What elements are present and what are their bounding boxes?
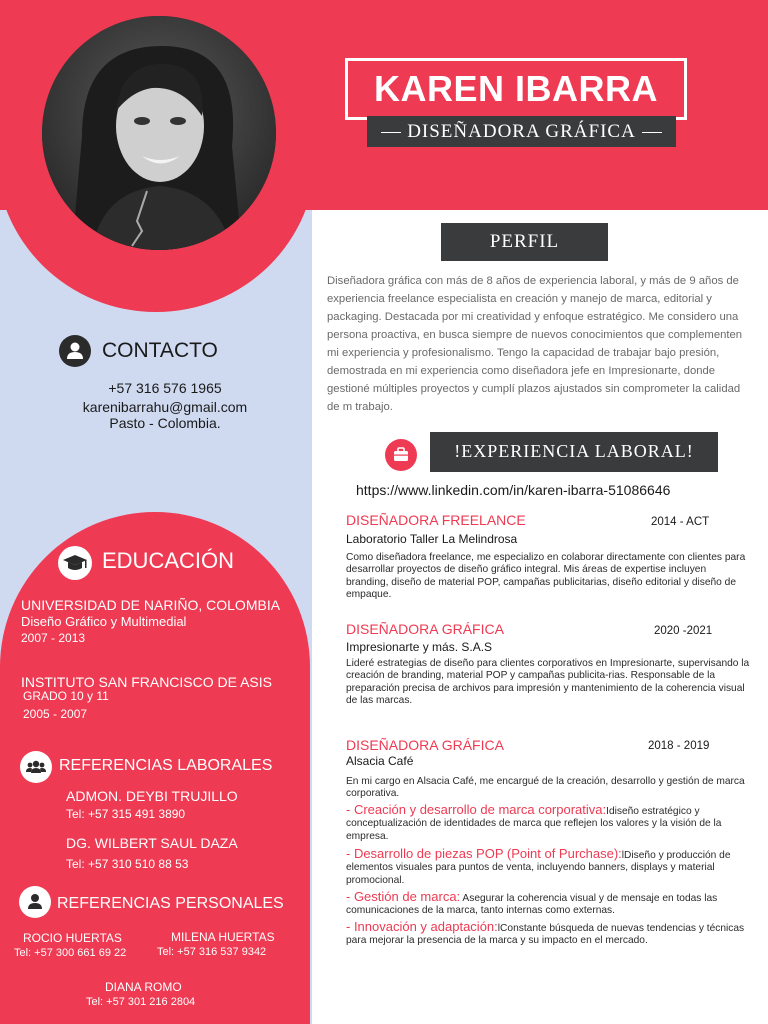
job-years: 2018 - 2019 <box>648 740 710 752</box>
job-company: Alsacia Café <box>346 754 414 768</box>
contact-location: Pasto - Colombia. <box>109 415 221 431</box>
candidate-name: KAREN IBARRA <box>374 68 658 109</box>
ref-personales-title: REFERENCIAS PERSONALES <box>57 895 284 912</box>
briefcase-icon <box>385 439 417 471</box>
bullet-label: - Desarrollo de piezas POP (Point of Purchase): <box>346 846 622 861</box>
experiencia-title: !EXPERIENCIA LABORAL! <box>454 441 694 461</box>
linkedin-link[interactable]: https://www.linkedin.com/in/karen-ibarra-51086646 <box>356 482 671 498</box>
ref-name: DIANA ROMO <box>105 980 182 994</box>
graduation-cap-icon <box>58 546 92 580</box>
dash-right <box>642 132 662 133</box>
ref-name: DG. WILBERT SAUL DAZA <box>66 835 238 851</box>
ref-phone: Tel: +57 316 537 9342 <box>157 946 267 958</box>
bullet-label: - Innovación y adaptación: <box>346 919 498 934</box>
ref-phone: Tel: +57 300 661 69 22 <box>14 947 127 959</box>
bullet-label: - Creación y desarrollo de marca corporativa: <box>346 802 607 817</box>
bullet-text: lDiseño y producción de elementos visuales para puntos de venta, incluyendo banners, displays y material promocional. <box>346 850 731 886</box>
job-title: DISEÑADORA GRÁFICA <box>346 737 504 753</box>
edu-program: GRADO 10 y 11 <box>23 689 109 703</box>
job-bullet <box>346 891 751 918</box>
bullet-text: Idiseño estratégico y conceptualización de identidades de marca que reflejen los valores y la visión de la empresa. <box>346 806 722 842</box>
person-icon <box>19 886 51 918</box>
dash-left <box>381 132 401 133</box>
ref-name: MILENA HUERTAS <box>171 930 275 944</box>
educacion-title: EDUCACIÓN <box>102 548 235 573</box>
bullet-text: Asegurar la coherencia visual y de mensaje en todas las comunicaciones de la marca, tanto internas como externas. <box>346 893 718 917</box>
job-company: Impresionarte y más. S.A.S <box>346 640 493 654</box>
perfil-title: PERFIL <box>489 231 560 252</box>
ref-laborales-title: REFERENCIAS LABORALES <box>59 757 273 774</box>
edu-program: Diseño Gráfico y Multimedial <box>21 614 187 629</box>
job-years: 2020 -2021 <box>654 625 713 637</box>
edu-school: UNIVERSIDAD DE NARIÑO, COLOMBIA <box>21 597 281 613</box>
ref-phone: Tel: +57 310 510 88 53 <box>66 857 189 871</box>
bullet-label: - Gestión de marca: <box>346 889 461 904</box>
contacto-title: CONTACTO <box>102 339 218 362</box>
bullet-text: lConstante búsqueda de nuevas tendencias y técnicas para mejorar la presencia de la marca y su impacto en el mercado. <box>346 923 745 947</box>
contact-phone: +57 316 576 1965 <box>108 380 222 396</box>
job-subtitle <box>367 121 676 143</box>
edu-years: 2005 - 2007 <box>23 707 88 721</box>
job-description: Lideré estrategias de diseño para clientes corporativos en Impresionarte, supervisando la creación de branding, material POP y campañas publicita-rias. Responsable de la preparación precisa de archivos para impresión y mantenimiento de la coherencia visual de las marcas. <box>346 658 750 707</box>
job-description: Como diseñadora freelance, me especializo en colaborar directamente con clientes para desarrollar proyectos de diseño gráfico integral. Mis áreas de expertise incluyen branding, diseño de material POP, campañas publicitarias, diseño editorial y diseño de empaque. <box>346 552 746 601</box>
job-bullet <box>346 921 751 948</box>
ref-phone: Tel: +57 301 216 2804 <box>86 996 196 1008</box>
job-years: 2014 - ACT <box>651 516 710 528</box>
edu-years: 2007 - 2013 <box>21 631 86 645</box>
subtitle-text: DISEÑADORA GRÁFICA <box>407 121 636 142</box>
ref-name: ADMON. DEYBI TRUJILLO <box>66 788 238 804</box>
contact-email[interactable]: karenibarrahu@gmail.com <box>82 399 248 415</box>
ref-name: ROCIO HUERTAS <box>23 931 122 945</box>
perfil-text: Diseñadora gráfica con más de 8 años de experiencia laboral, y más de 9 años de experiencia freelance especialista en creación y manejo de marca, editorial y packaging. Destacada por mi creatividad y enfoque estratégico. Me considero una persona proactiva, en busca siempre de nuevos conocimientos que complementen mi experiencia y profesionalismo. Tengo la capacidad de trabajar bajo presión, demostrada en mi experiencia como diseñadora jefe en Impresionarte, donde gestioné múltiples proyectos y cumplí plazos ajustados sin comprometer la calidad de m trabajo. <box>327 275 743 413</box>
profile-photo <box>42 16 276 250</box>
job-company: Laboratorio Taller La Melindrosa <box>346 532 518 546</box>
job-title: DISEÑADORA GRÁFICA <box>346 621 504 637</box>
job-title: DISEÑADORA FREELANCE <box>346 512 526 528</box>
user-icon <box>59 335 91 367</box>
job-bullet <box>346 804 751 843</box>
job-bullet <box>346 848 751 887</box>
job-description: En mi cargo en Alsacia Café, me encargué de la creación, desarrollo y gestión de marca corporativa. <box>346 776 745 800</box>
group-icon <box>20 751 52 783</box>
ref-phone: Tel: +57 315 491 3890 <box>66 807 186 821</box>
edu-school: INSTITUTO SAN FRANCISCO DE ASIS <box>21 674 273 690</box>
